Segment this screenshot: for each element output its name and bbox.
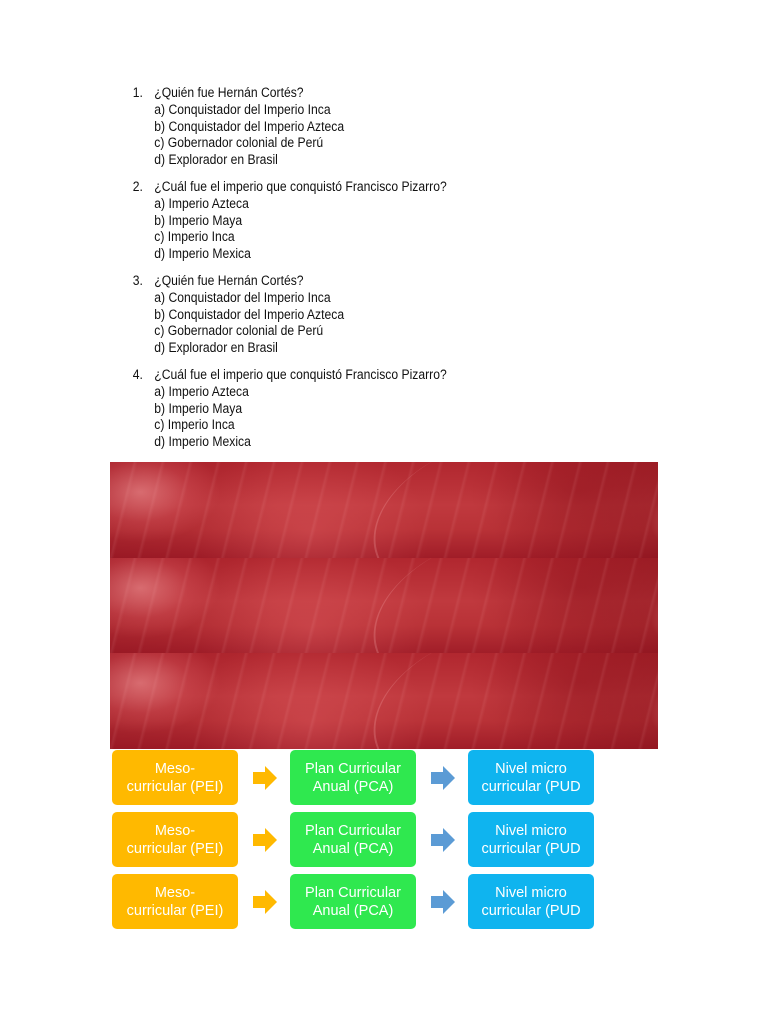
red-abstract-banner [110, 462, 658, 558]
red-abstract-banner [110, 558, 658, 654]
box-label: Plan Curricular Anual (PCA) [305, 884, 401, 919]
nivel-micro-box [468, 874, 594, 929]
question-1 [130, 85, 616, 169]
quiz-list [130, 85, 616, 461]
box-label: Nivel micro curricular (PUD [481, 760, 581, 795]
question-2 [130, 179, 616, 263]
right-arrow-icon [251, 764, 279, 792]
question-4 [130, 367, 616, 451]
question-number: 1. [132, 85, 143, 100]
box-label: Plan Curricular Anual (PCA) [305, 760, 401, 795]
right-arrow-icon [251, 888, 279, 916]
right-arrow-icon [429, 764, 457, 792]
answer-option: a) Imperio Azteca [154, 383, 249, 399]
nivel-micro-box [468, 812, 594, 867]
question-number: 3. [132, 272, 143, 288]
answer-option: c) Gobernador colonial de Perú [154, 323, 324, 339]
plan-curricular-box [290, 750, 416, 805]
question-text: ¿Quién fue Hernán Cortés? [154, 85, 304, 100]
plan-curricular-box [290, 874, 416, 929]
answer-option: b) Imperio Maya [154, 212, 243, 228]
box-label: Meso- curricular (PEI) [126, 822, 224, 857]
nivel-micro-box [468, 750, 594, 805]
answer-option: b) Conquistador del Imperio Azteca [154, 306, 345, 322]
box-label: Nivel micro curricular (PUD [481, 822, 581, 857]
answer-option: d) Imperio Mexica [154, 246, 251, 262]
right-arrow-icon [429, 826, 457, 854]
question-number: 2. [132, 178, 143, 194]
answer-option: d) Explorador en Brasil [154, 340, 278, 356]
red-abstract-banner [110, 653, 658, 749]
meso-curricular-box [112, 812, 238, 867]
answer-option: c) Gobernador colonial de Perú [154, 135, 324, 151]
answer-option: a) Conquistador del Imperio Inca [154, 101, 331, 117]
answer-option: c) Imperio Inca [154, 229, 235, 245]
answer-option: d) Imperio Mexica [154, 434, 251, 450]
question-3 [130, 273, 616, 357]
box-label: Meso- curricular (PEI) [126, 760, 224, 795]
question-text: ¿Cuál fue el imperio que conquistó Francisco Pizarro? [154, 366, 447, 382]
answer-option: b) Conquistador del Imperio Azteca [154, 118, 345, 134]
meso-curricular-box [112, 750, 238, 805]
question-number: 4. [132, 366, 143, 382]
plan-curricular-box [290, 812, 416, 867]
box-label: Plan Curricular Anual (PCA) [305, 822, 401, 857]
box-label: Nivel micro curricular (PUD [481, 884, 581, 919]
answer-option: d) Explorador en Brasil [154, 152, 278, 168]
answer-option: c) Imperio Inca [154, 417, 235, 433]
answer-option: a) Conquistador del Imperio Inca [154, 289, 331, 305]
box-label: Meso- curricular (PEI) [126, 884, 224, 919]
right-arrow-icon [251, 826, 279, 854]
answer-option: b) Imperio Maya [154, 400, 243, 416]
answer-option: a) Imperio Azteca [154, 195, 249, 211]
question-text: ¿Cuál fue el imperio que conquistó Francisco Pizarro? [154, 178, 447, 194]
meso-curricular-box [112, 874, 238, 929]
right-arrow-icon [429, 888, 457, 916]
question-text: ¿Quién fue Hernán Cortés? [154, 272, 304, 288]
